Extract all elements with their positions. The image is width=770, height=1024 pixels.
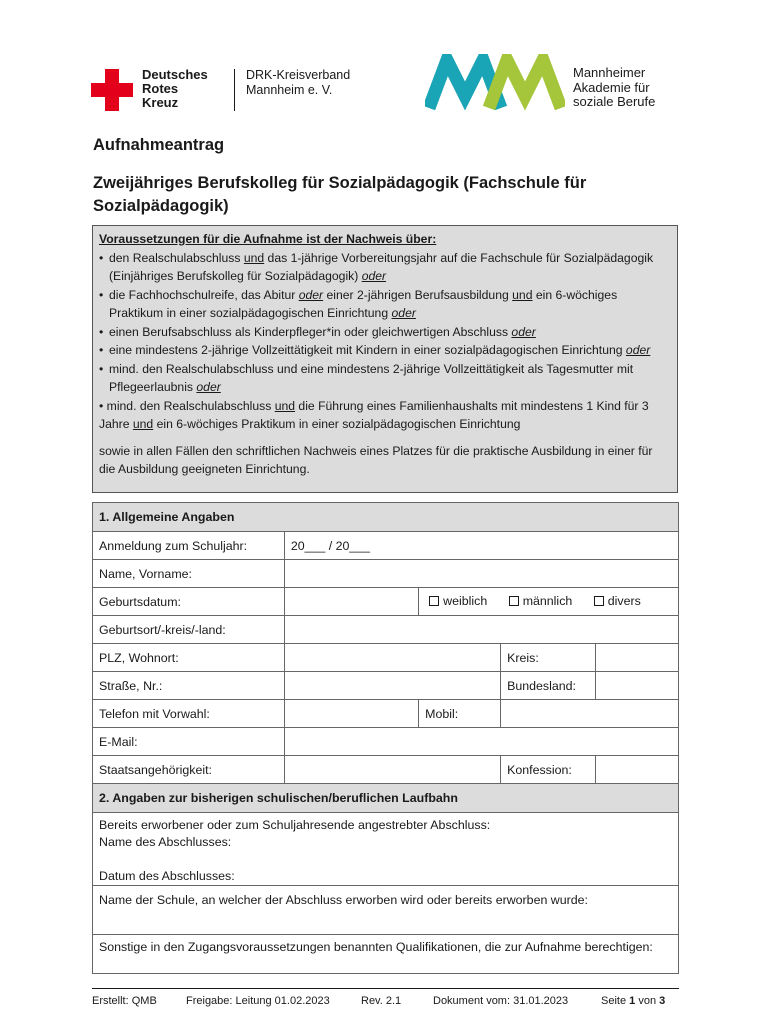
section-header	[93, 784, 679, 813]
requirements-heading: Voraussetzungen für die Aufnahme ist der Nachweis über:	[99, 232, 437, 246]
form-row	[93, 672, 679, 700]
drk-name: Deutsches Rotes Kreuz	[142, 67, 208, 110]
gender-options	[419, 588, 679, 616]
gender-maennlich-checkbox[interactable]: männlich	[509, 594, 573, 608]
geburtsdatum-label: Geburtsdatum:	[93, 588, 285, 616]
requirement-item: • mind. den Realschulabschluss und eine mindestens 2-jährige Vollzeittätigkeit als Tagesmutter mit Pflegeerlaubnis oder	[99, 361, 634, 394]
mobil-label: Mobil:	[419, 700, 501, 728]
staat-field[interactable]	[284, 756, 500, 784]
form-row	[93, 588, 679, 616]
footer-freigabe: Freigabe: Leitung 01.02.2023	[186, 995, 330, 1007]
mam-name: Mannheimer Akademie für soziale Berufe	[573, 65, 656, 109]
drk-logo	[91, 67, 361, 112]
requirement-item: • eine mindestens 2-jährige Vollzeittätigkeit mit Kindern in einer sozialpädagogischen Einrichtung oder	[99, 343, 651, 357]
footer-rev: Rev. 2.1	[361, 995, 402, 1007]
konfession-field[interactable]	[596, 756, 679, 784]
name-field[interactable]	[284, 560, 678, 588]
section-1-title: 1. Allgemeine Angaben	[93, 503, 679, 532]
drk-verband: DRK-Kreisverband Mannheim e. V.	[246, 68, 351, 97]
strasse-field[interactable]	[284, 672, 500, 700]
form-row	[93, 532, 679, 560]
checkbox-icon	[509, 596, 519, 606]
checkbox-icon	[429, 596, 439, 606]
form-row	[93, 700, 679, 728]
gender-divers-checkbox[interactable]: divers	[594, 594, 641, 608]
requirement-item: • einen Berufsabschluss als Kinderpfleger*in oder gleichwertigen Abschluss oder	[99, 324, 536, 339]
staat-label: Staatsangehörigkeit:	[93, 756, 285, 784]
sonstige-field[interactable]: Sonstige in den Zugangsvoraussetzungen benannten Qualifikationen, die zur Aufnahme berechtigen:	[93, 935, 679, 974]
form-row	[93, 756, 679, 784]
page-title: Aufnahmeantrag	[93, 136, 225, 154]
requirement-item: • mind. den Realschulabschluss und die Führung eines Familienhaushalts mit mindestens 1 Kind für 3 Jahre und ein 6-wöchiges Praktikum in einer sozialpädagogischen Einrichtung	[99, 398, 649, 431]
kreis-label: Kreis:	[501, 644, 596, 672]
bundesland-field[interactable]	[596, 672, 679, 700]
footer-page-number: Seite 1 von 3	[601, 995, 666, 1007]
telefon-label: Telefon mit Vorwahl:	[93, 700, 285, 728]
form-row	[93, 728, 679, 756]
gender-weiblich-checkbox[interactable]: weiblich	[429, 594, 487, 608]
telefon-field[interactable]	[284, 700, 418, 728]
logo-divider	[234, 69, 235, 111]
form-row	[93, 616, 679, 644]
section-header	[93, 503, 679, 532]
requirement-item: • die Fachhochschulreife, das Abitur oder einer 2-jährigen Berufsausbildung und ein 6-wöchiges Praktikum in einer sozialpädagogischen Einrichtung oder	[99, 287, 618, 320]
email-field[interactable]	[284, 728, 678, 756]
form-row	[93, 935, 679, 974]
abschluss-field[interactable]: Bereits erworbener oder zum Schuljahresende angestrebter Abschluss: Name des Abschlusses: Datum des Abschlusses:	[93, 813, 679, 886]
mam-logo	[425, 54, 690, 112]
geburtsdatum-field[interactable]	[284, 588, 418, 616]
checkbox-icon	[594, 596, 604, 606]
konfession-label: Konfession:	[501, 756, 596, 784]
form-row	[93, 560, 679, 588]
requirement-item: • den Realschulabschluss und das 1-jährige Vorbereitungsjahr auf die Fachschule für Sozialpädagogik (Einjähriges Berufskolleg für Sozialpädagogik) oder	[99, 250, 654, 283]
bundesland-label: Bundesland:	[501, 672, 596, 700]
application-form	[92, 502, 679, 974]
requirements-closing: sowie in allen Fällen den schriftlichen Nachweis eines Platzes für die praktische Ausbildung in einer für die Ausbildung geeigneten Einrichtung.	[99, 443, 653, 476]
anmeldung-label: Anmeldung zum Schuljahr:	[93, 532, 285, 560]
form-row	[93, 813, 679, 886]
name-label: Name, Vorname:	[93, 560, 285, 588]
strasse-label: Straße, Nr.:	[93, 672, 285, 700]
section-2-title: 2. Angaben zur bisherigen schulischen/beruflichen Laufbahn	[93, 784, 679, 813]
plz-field[interactable]	[284, 644, 500, 672]
mobil-field[interactable]	[501, 700, 679, 728]
kreis-field[interactable]	[596, 644, 679, 672]
mam-logo-icon	[425, 54, 565, 112]
anmeldung-field[interactable]: 20___ / 20___	[284, 532, 678, 560]
geburtsort-label: Geburtsort/-kreis/-land:	[93, 616, 285, 644]
footer-divider	[92, 988, 679, 989]
footer-dokument: Dokument vom: 31.01.2023	[433, 995, 569, 1007]
geburtsort-field[interactable]	[284, 616, 678, 644]
page-subtitle: Zweijähriges Berufskolleg für Sozialpädagogik (Fachschule für Sozialpädagogik)	[93, 174, 587, 215]
form-row	[93, 644, 679, 672]
email-label: E-Mail:	[93, 728, 285, 756]
schule-field[interactable]: Name der Schule, an welcher der Abschluss erworben wird oder bereits erworben wurde:	[93, 886, 679, 935]
red-cross-icon	[91, 69, 133, 111]
requirements-box	[92, 225, 678, 493]
plz-label: PLZ, Wohnort:	[93, 644, 285, 672]
footer-erstellt: Erstellt: QMB	[92, 995, 157, 1007]
form-row	[93, 886, 679, 935]
